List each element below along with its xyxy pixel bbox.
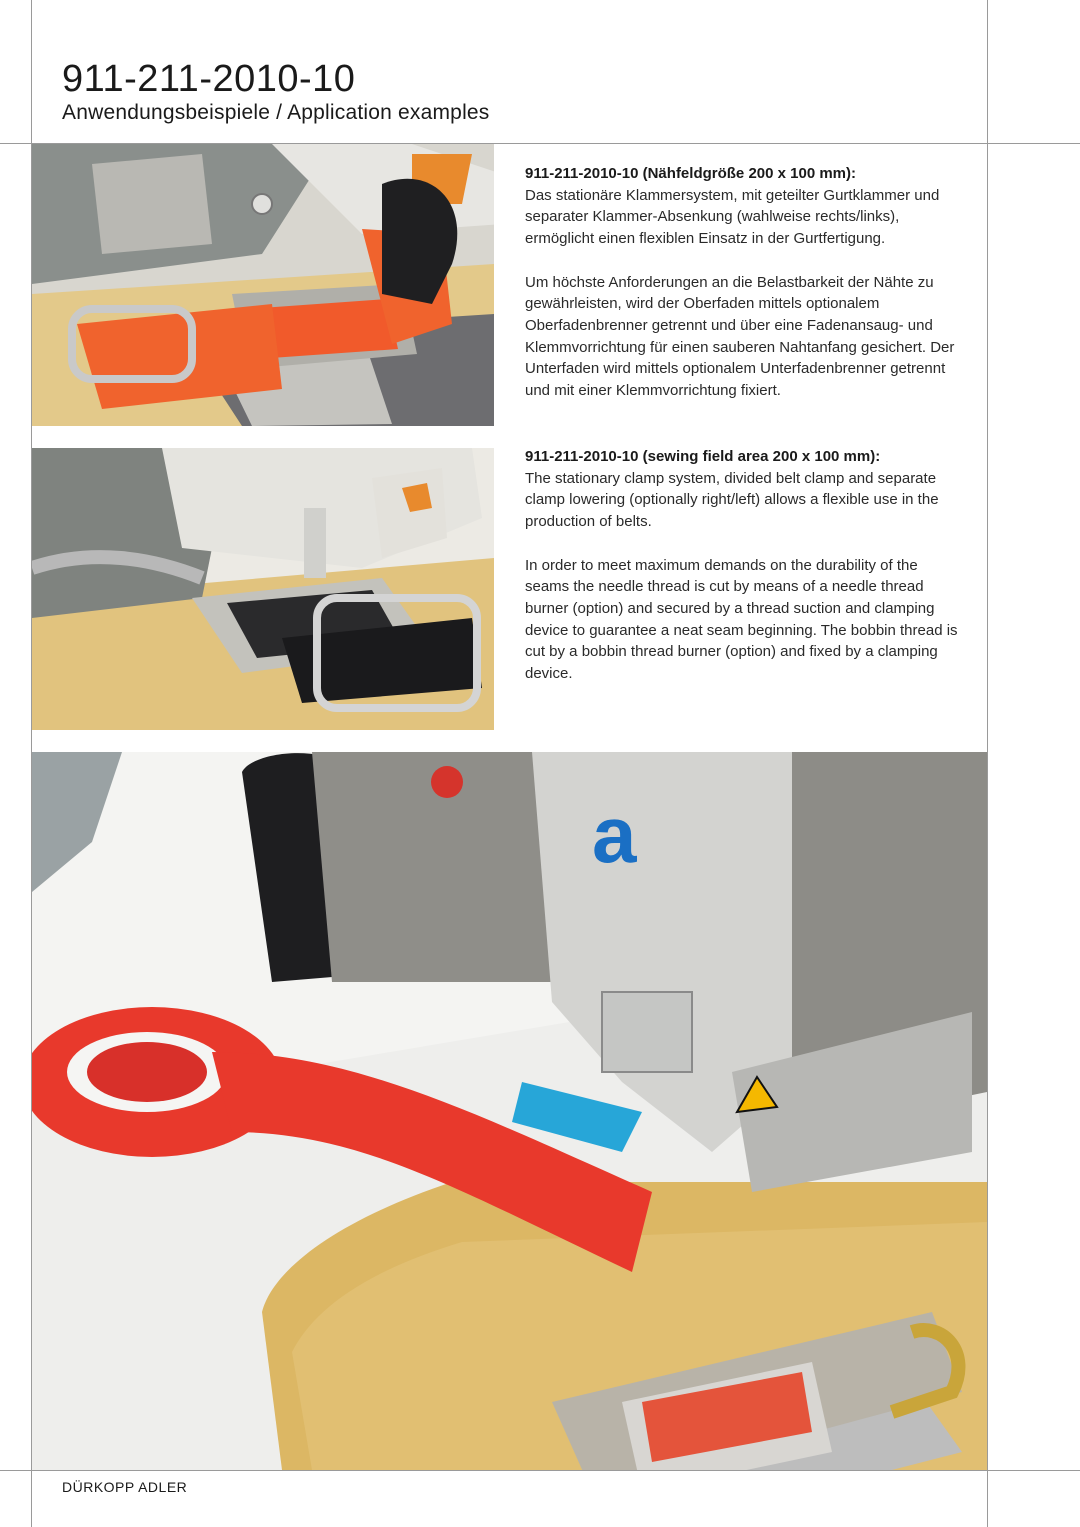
german-paragraph-2: Um höchste Anforderungen an die Belastbarkeit der Nähte zu gewährleisten, wird der Oberfaden mittels optionalem Oberfadenbrenner getrennt und über eine Fadenansaug- und Klemmvorrichtung für einen sauberen Nahtanfang gesichert. Der Unterfaden wird mittels optionalem Unterfadenbrenner getrennt und mit einer Klemmvorrichtung fixiert.: [525, 273, 955, 400]
photo-orange-belt-clamp: [32, 144, 494, 426]
english-paragraph-2: In order to meet maximum demands on the durability of the seams the needle thread is cut by means of a needle thread burner (option) and secured by a thread suction and clamping device to guarantee a neat seam beginning. The bobbin thread is cut by a bobbin thread burner (option) and fixed by a clamping device.: [525, 556, 958, 683]
footer-brand: DÜRKOPP ADLER: [62, 1479, 188, 1495]
right-margin-line: [987, 0, 988, 1527]
english-heading: 911-211-2010-10 (sewing field area 200 x 100 mm):: [525, 448, 881, 465]
page-subtitle: Anwendungsbeispiele / Application examples: [62, 101, 490, 124]
photo-black-belt-buckle: [32, 448, 494, 730]
footer-divider: [0, 1470, 1080, 1471]
page-title: 911-211-2010-10: [62, 58, 356, 100]
english-description: [525, 446, 965, 706]
german-heading: 911-211-2010-10 (Nähfeldgröße 200 x 100 mm):: [525, 165, 857, 182]
english-paragraph-1: The stationary clamp system, divided belt clamp and separate clamp lowering (optionally right/left) allows a flexible use in the production of belts.: [525, 469, 939, 531]
german-description: [525, 163, 965, 423]
photo-red-strap-machine: [32, 752, 987, 1470]
svg-text:a: a: [592, 790, 637, 879]
german-paragraph-1: Das stationäre Klammersystem, mit geteilter Gurtklammer und separater Klammer-Absenkung (wahlweise rechts/links), ermöglicht einen flexiblen Einsatz in der Gurtfertigung.: [525, 186, 940, 248]
